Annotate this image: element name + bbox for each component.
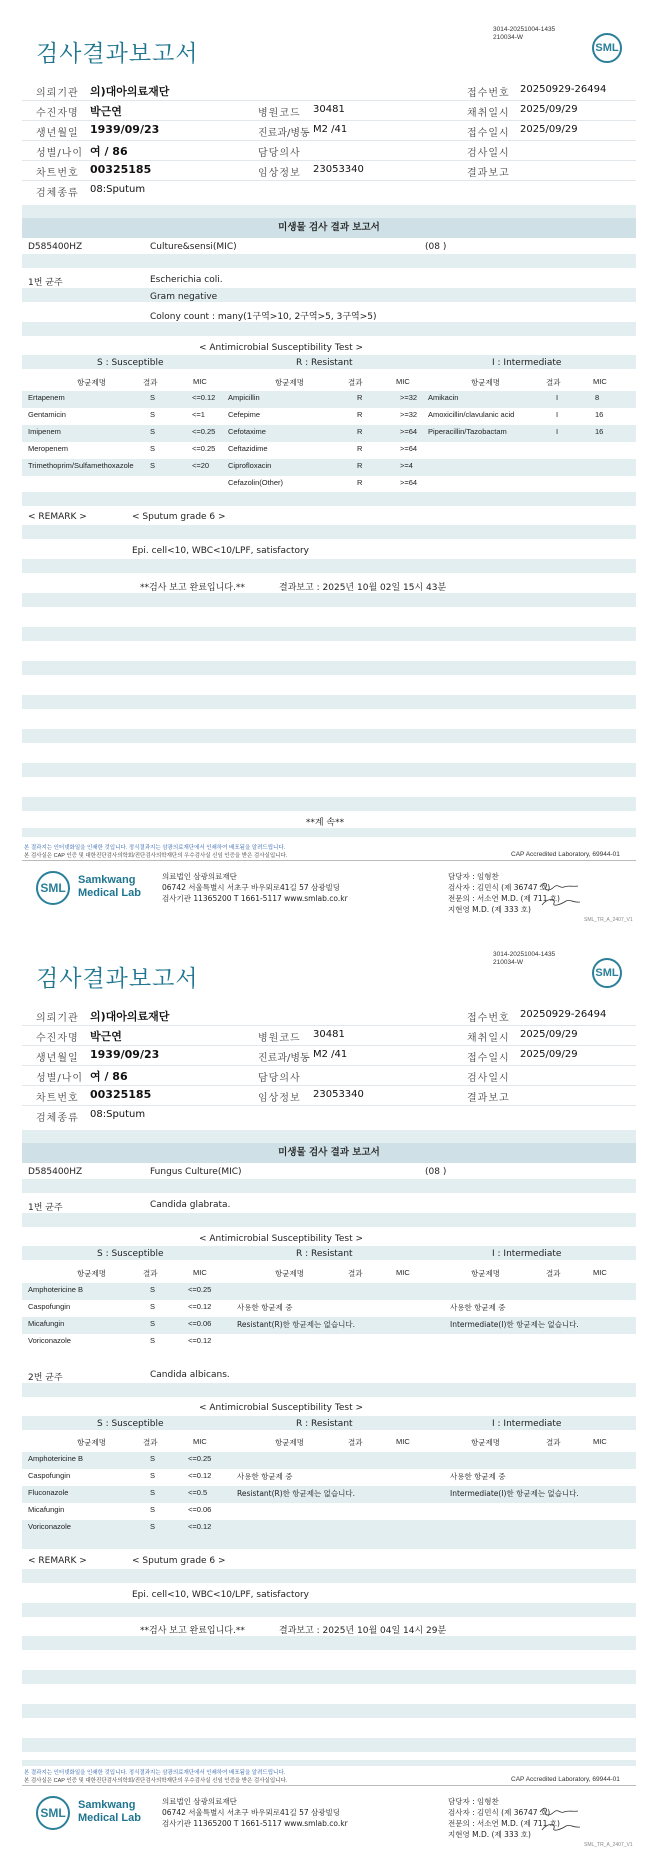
staff-line: 전문의 : 서소연 M.D. (제 711 호) (448, 894, 560, 903)
patient-name-value: 박근연 (90, 1030, 122, 1043)
remark-detail: Epi. cell<10, WBC<10/LPF, satisfactory (132, 546, 310, 556)
drug-name: Ciprofloxacin (228, 461, 272, 470)
label: 채취일시 (467, 108, 510, 119)
institution-value: 의)대아의료재단 (90, 1010, 170, 1023)
chart-no-value: 00325185 (90, 1088, 152, 1101)
brand-name (78, 1799, 141, 1825)
header-row-birth (22, 1045, 636, 1066)
accept-no-value: 20250929-26494 (520, 84, 607, 95)
drug-name: Micafungin (28, 1505, 65, 1514)
col-drug: 항균제명 (77, 1269, 106, 1278)
no-intermediate-line2: Intermediate(I)한 항균제는 없습니다. (450, 1489, 579, 1498)
result: R (357, 461, 363, 470)
legend-intermediate: I : Intermediate (492, 1249, 562, 1259)
stripe (22, 593, 636, 607)
receive-date-value: 2025/09/29 (520, 124, 578, 135)
stripe (22, 492, 636, 506)
no-resistant-line2: Resistant(R)한 항균제는 없습니다. (237, 1320, 356, 1329)
label: 담당의사 (258, 148, 301, 159)
stripe (22, 695, 636, 709)
drug-name: Amoxicillin/clavulanic acid (428, 410, 515, 419)
drug-name: Caspofungin (28, 1471, 71, 1480)
organism-line: Escherichia coli. (150, 275, 223, 285)
staff-line: 지현영 M.D. (제 333 호) (448, 1830, 531, 1839)
result: R (357, 478, 363, 487)
label: 접수번호 (467, 1013, 510, 1024)
org-line: 검사기관 11365200 T 1661-5117 www.smlab.co.kr (162, 894, 348, 903)
collect-date-value: 2025/09/29 (520, 104, 578, 115)
drug-name: Ertapenem (28, 393, 65, 402)
col-drug: 항균제명 (471, 1438, 500, 1447)
stripe (22, 1283, 636, 1300)
col-drug: 항균제명 (471, 378, 500, 387)
collect-date-value: 2025/09/29 (520, 1029, 578, 1040)
header-row-sex (22, 140, 636, 161)
page-title: 검사결과보고서 (36, 41, 199, 67)
drug-name: Fluconazole (28, 1488, 69, 1497)
mic-value: >=64 (400, 444, 418, 453)
mic-value: >=64 (400, 427, 418, 436)
stripe (22, 797, 636, 811)
col-result: 결과 (546, 1438, 561, 1447)
mic-value: <=0.25 (188, 1454, 212, 1463)
stripe (22, 1535, 636, 1549)
birth-date-value: 1939/09/23 (90, 123, 160, 136)
mic-value: <=0.12 (188, 1302, 212, 1311)
stripe (22, 661, 636, 675)
label: 생년월일 (36, 128, 79, 139)
report-page-2 (0, 925, 655, 1850)
mic-value: <=0.12 (188, 1336, 212, 1345)
staff-line: 전문의 : 서소연 M.D. (제 711 호) (448, 1819, 560, 1828)
footnote-cap: 본 검사실은 CAP 인증 및 대한진단검사의학회/진단검사의학재단의 우수검사실 신임 인증을 받은 검사실입니다. (24, 1778, 288, 1784)
result: S (150, 1302, 156, 1311)
mic-value: >=64 (400, 478, 418, 487)
label: 결과보고 (467, 1093, 510, 1104)
signature-image (538, 879, 582, 911)
drug-name: Cefotaxime (228, 427, 266, 436)
stripe (22, 828, 636, 837)
legend-susceptible: S : Susceptible (97, 358, 164, 368)
stripe (22, 1179, 636, 1193)
col-mic: MIC (193, 377, 207, 386)
legend-resistant: R : Resistant (296, 1249, 353, 1259)
specimen-value: 08:Sputum (90, 184, 146, 195)
mic-value: <=0.25 (192, 427, 216, 436)
col-mic: MIC (593, 1437, 607, 1446)
hospital-code-value: 30481 (313, 1029, 345, 1040)
label: 의뢰기관 (36, 1013, 79, 1024)
organism-name: Candida albicans. (150, 1370, 230, 1380)
drug-name: Amikacin (428, 393, 459, 402)
hospital-code-value: 30481 (313, 104, 345, 115)
col-result: 결과 (546, 1269, 561, 1278)
legend-resistant: R : Resistant (296, 1419, 353, 1429)
mic-value: <=0.06 (188, 1319, 212, 1328)
col-mic: MIC (193, 1437, 207, 1446)
header-row-chart (22, 1085, 636, 1106)
stripe (22, 322, 636, 336)
mic-value: <=0.06 (188, 1505, 212, 1514)
label: 결과보고 (467, 168, 510, 179)
sex-age-value: 여 / 86 (90, 145, 128, 158)
result: I (556, 427, 559, 436)
sml-logo: SML (592, 33, 622, 63)
col-drug: 항균제명 (77, 1438, 106, 1447)
footer-divider (22, 860, 636, 861)
mic-value: <=0.12 (192, 393, 216, 402)
no-resistant-line1: 사용한 항균제 중 (237, 1303, 293, 1312)
mic-value: <=1 (192, 410, 205, 419)
stripe (22, 1738, 636, 1752)
mic-value: <=0.12 (188, 1522, 212, 1531)
col-mic: MIC (193, 1268, 207, 1277)
remark-label: < REMARK > (28, 1556, 87, 1566)
report-code-line: 3014-20251004-1435 (493, 26, 556, 33)
stripe (22, 627, 636, 641)
result: S (150, 1488, 156, 1497)
header-row-sex (22, 1065, 636, 1086)
header-row-chart (22, 160, 636, 181)
label: 차트번호 (36, 1093, 79, 1104)
test-code: D585400HZ (28, 1167, 83, 1177)
col-mic: MIC (593, 377, 607, 386)
header-row-patient (22, 1025, 636, 1046)
specimen-value: 08:Sputum (90, 1109, 146, 1120)
report-complete: **검사 보고 완료입니다.** (140, 583, 245, 593)
remark-text: < Sputum grade 6 > (132, 512, 226, 522)
label: 병원코드 (258, 108, 301, 119)
legend-intermediate: I : Intermediate (492, 1419, 562, 1429)
clinical-info-value: 23053340 (313, 164, 364, 175)
result: S (150, 410, 156, 419)
stripe (22, 288, 636, 302)
col-drug: 항균제명 (275, 1438, 304, 1447)
organism-label: 1번 균주 (28, 1203, 63, 1213)
stripe (22, 1670, 636, 1684)
mic-value: <=0.25 (188, 1285, 212, 1294)
mic-value: >=32 (400, 393, 418, 402)
dept-value: M2 /41 (313, 1049, 348, 1060)
organism-line: Colony count : many(1구역>10, 2구역>5, 3구역>5) (150, 312, 377, 322)
report-code (493, 951, 555, 967)
no-resistant-line2: Resistant(R)한 항균제는 없습니다. (237, 1489, 356, 1498)
col-result: 결과 (348, 1438, 363, 1447)
header-row-institution (22, 1005, 636, 1026)
result: S (150, 461, 156, 470)
org-line: 의료법인 삼광의료재단 (162, 1797, 237, 1806)
col-mic: MIC (593, 1268, 607, 1277)
chart-no-value: 00325185 (90, 163, 152, 176)
drug-name: Ceftazidime (228, 444, 268, 453)
label: 검사일시 (467, 1073, 510, 1084)
report-code (493, 26, 555, 42)
stripe (22, 1213, 636, 1227)
result: S (150, 1336, 156, 1345)
result: I (556, 393, 559, 402)
result: R (357, 444, 363, 453)
stripe (22, 254, 636, 268)
label: 차트번호 (36, 168, 79, 179)
remark-label: < REMARK > (28, 512, 87, 522)
mic-value: <=0.5 (188, 1488, 208, 1497)
org-line: 06742 서울특별시 서초구 바우뫼로41길 57 삼광빌딩 (162, 1808, 341, 1817)
mic-value: <=0.25 (192, 444, 216, 453)
legend-resistant: R : Resistant (296, 358, 353, 368)
form-code: SML_TR_A_2407_V1 (584, 917, 633, 923)
cap-accreditation: CAP Accredited Laboratory, 69944-01 (511, 1776, 620, 1783)
patient-name-value: 박근연 (90, 105, 122, 118)
drug-name: Ampicillin (228, 393, 260, 402)
section-title: 미생물 검사 결과 보고서 (22, 1143, 636, 1163)
ast-title: < Antimicrobial Susceptibility Test > (199, 1234, 363, 1244)
stripe (22, 205, 636, 219)
continue-marker: **계 속** (305, 818, 345, 828)
staff-line: 지현영 M.D. (제 333 호) (448, 905, 531, 914)
stripe (22, 1569, 636, 1583)
sml-logo: SML (36, 871, 70, 905)
label: 임상정보 (258, 1093, 301, 1104)
footnote-cap: 본 검사실은 CAP 인증 및 대한진단검사의학회/진단검사의학재단의 우수검사실 신임 인증을 받은 검사실입니다. (24, 853, 288, 859)
header-row-birth (22, 120, 636, 141)
report-code-line: 210034-W (493, 34, 523, 41)
staff-line: 검사자 : 김민식 (제 36747 호) (448, 1808, 551, 1817)
sml-logo: SML (592, 958, 622, 988)
result: S (150, 427, 156, 436)
report-code-line: 210034-W (493, 959, 523, 966)
label: 의뢰기관 (36, 88, 79, 99)
org-line: 검사기관 11365200 T 1661-5117 www.smlab.co.kr (162, 1819, 348, 1828)
stripe (22, 763, 636, 777)
dept-value: M2 /41 (313, 124, 348, 135)
remark-text: < Sputum grade 6 > (132, 1556, 226, 1566)
result: S (150, 444, 156, 453)
staff-line: 검사자 : 김민식 (제 36747 호) (448, 883, 551, 892)
test-paren: (08 ) (425, 1167, 447, 1177)
organism-label: 2번 균주 (28, 1373, 63, 1383)
org-line: 06742 서울특별시 서초구 바우뫼로41길 57 삼광빌딩 (162, 883, 341, 892)
label: 검체종류 (36, 188, 79, 199)
label: 성별/나이 (36, 1073, 84, 1084)
label: 수진자명 (36, 1033, 79, 1044)
label: 수진자명 (36, 108, 79, 119)
no-intermediate-line1: 사용한 항균제 중 (450, 1472, 506, 1481)
result: R (357, 427, 363, 436)
result: S (150, 393, 156, 402)
label: 진료과/병동 (258, 128, 310, 139)
stripe (22, 391, 636, 408)
stripe (22, 1704, 636, 1718)
org-line: 의료법인 삼광의료재단 (162, 872, 237, 881)
test-name: Fungus Culture(MIC) (150, 1167, 242, 1177)
col-drug: 항균제명 (275, 1269, 304, 1278)
stripe (22, 1452, 636, 1469)
test-paren: (08 ) (425, 242, 447, 252)
legend-intermediate: I : Intermediate (492, 358, 562, 368)
footer-divider (22, 1785, 636, 1786)
header-row-specimen (22, 1105, 636, 1125)
col-result: 결과 (143, 1438, 158, 1447)
label: 성별/나이 (36, 148, 84, 159)
header-row-specimen (22, 180, 636, 200)
mic-value: 16 (595, 427, 604, 436)
label: 접수번호 (467, 88, 510, 99)
brand-line: Samkwang (78, 1799, 136, 1811)
footnote-internet: 본 결과지는 인터넷화일을 인쇄한 것입니다. 정식결과지는 삼광의료재단에서 인쇄하여 배포됨을 알려드립니다. (24, 1770, 286, 1776)
report-time: 결과보고 : 2025년 10월 04일 14시 29분 (279, 1626, 447, 1636)
legend-susceptible: S : Susceptible (97, 1419, 164, 1429)
org-info (162, 1796, 348, 1829)
stripe (22, 1760, 636, 1766)
drug-name: Meropenem (28, 444, 69, 453)
page-title: 검사결과보고서 (36, 966, 199, 992)
header-row-institution (22, 80, 636, 101)
receive-date-value: 2025/09/29 (520, 1049, 578, 1060)
label: 진료과/병동 (258, 1053, 310, 1064)
footnote-internet: 본 결과지는 인터넷화일을 인쇄한 것입니다. 정식결과지는 삼광의료재단에서 인쇄하여 배포됨을 알려드립니다. (24, 845, 286, 851)
label: 검체종류 (36, 1113, 79, 1124)
col-result: 결과 (348, 378, 363, 387)
no-intermediate-line2: Intermediate(I)한 항균제는 없습니다. (450, 1320, 579, 1329)
drug-name: Voriconazole (28, 1336, 71, 1345)
result: S (150, 1454, 156, 1463)
result: R (357, 410, 363, 419)
label: 검사일시 (467, 148, 510, 159)
col-result: 결과 (143, 378, 158, 387)
stripe (22, 1636, 636, 1650)
brand-name (78, 874, 141, 900)
staff-line: 담당자 : 임형찬 (448, 872, 499, 881)
mic-value: 16 (595, 410, 604, 419)
label: 임상정보 (258, 168, 301, 179)
drug-name: Trimethoprim/Sulfamethoxazole (28, 461, 134, 470)
organism-label: 1번 균주 (28, 278, 63, 288)
label: 접수일시 (467, 1053, 510, 1064)
form-code: SML_TR_A_2407_V1 (584, 1842, 633, 1848)
drug-name: Micafungin (28, 1319, 65, 1328)
result: S (150, 1285, 156, 1294)
col-drug: 항균제명 (77, 378, 106, 387)
drug-name: Cefazolin(Other) (228, 478, 284, 487)
birth-date-value: 1939/09/23 (90, 1048, 160, 1061)
label: 채취일시 (467, 1033, 510, 1044)
ast-title: < Antimicrobial Susceptibility Test > (199, 343, 363, 353)
label: 접수일시 (467, 128, 510, 139)
report-time: 결과보고 : 2025년 10월 02일 15시 43분 (279, 583, 447, 593)
drug-name: Gentamicin (28, 410, 66, 419)
test-code: D585400HZ (28, 242, 83, 252)
col-result: 결과 (143, 1269, 158, 1278)
drug-name: Amphotericine B (28, 1454, 84, 1463)
result: S (150, 1505, 156, 1514)
no-resistant-line1: 사용한 항균제 중 (237, 1472, 293, 1481)
test-name: Culture&sensi(MIC) (150, 242, 237, 252)
stripe (22, 1130, 636, 1144)
result: I (556, 410, 559, 419)
result: S (150, 1522, 156, 1531)
stripe (22, 425, 636, 442)
drug-name: Voriconazole (28, 1522, 71, 1531)
drug-name: Caspofungin (28, 1302, 71, 1311)
institution-value: 의)대아의료재단 (90, 85, 170, 98)
accept-no-value: 20250929-26494 (520, 1009, 607, 1020)
result: S (150, 1319, 156, 1328)
brand-line: Medical Lab (78, 1812, 141, 1824)
section-title: 미생물 검사 결과 보고서 (22, 218, 636, 238)
result: R (357, 393, 363, 402)
mic-value: <=20 (192, 461, 210, 470)
col-mic: MIC (396, 1268, 410, 1277)
drug-name: Imipenem (28, 427, 61, 436)
sex-age-value: 여 / 86 (90, 1070, 128, 1083)
legend-susceptible: S : Susceptible (97, 1249, 164, 1259)
stripe (22, 559, 636, 573)
label: 담당의사 (258, 1073, 301, 1084)
stripe (22, 525, 636, 539)
col-mic: MIC (396, 1437, 410, 1446)
result: S (150, 1471, 156, 1480)
col-mic: MIC (396, 377, 410, 386)
clinical-info-value: 23053340 (313, 1089, 364, 1100)
label: 병원코드 (258, 1033, 301, 1044)
mic-value: >=4 (400, 461, 413, 470)
brand-line: Samkwang (78, 874, 136, 886)
org-info (162, 871, 348, 904)
no-intermediate-line1: 사용한 항균제 중 (450, 1303, 506, 1312)
stripe (22, 729, 636, 743)
mic-value: >=32 (400, 410, 418, 419)
organism-name: Candida glabrata. (150, 1200, 231, 1210)
sml-logo: SML (36, 1796, 70, 1830)
organism-line: Gram negative (150, 292, 218, 302)
col-result: 결과 (348, 1269, 363, 1278)
cap-accreditation: CAP Accredited Laboratory, 69944-01 (511, 851, 620, 858)
stripe (22, 1383, 636, 1397)
stripe (22, 1603, 636, 1617)
col-drug: 항균제명 (471, 1269, 500, 1278)
brand-line: Medical Lab (78, 887, 141, 899)
drug-name: Piperacillin/Tazobactam (428, 427, 507, 436)
mic-value: <=0.12 (188, 1471, 212, 1480)
signature-image (538, 1804, 582, 1836)
report-code-line: 3014-20251004-1435 (493, 951, 556, 958)
col-drug: 항균제명 (275, 378, 304, 387)
header-row-patient (22, 100, 636, 121)
drug-name: Cefepime (228, 410, 261, 419)
col-result: 결과 (546, 378, 561, 387)
drug-name: Amphotericine B (28, 1285, 84, 1294)
mic-value: 8 (595, 393, 600, 402)
report-complete: **검사 보고 완료입니다.** (140, 1626, 245, 1636)
remark-detail: Epi. cell<10, WBC<10/LPF, satisfactory (132, 1590, 310, 1600)
ast-title: < Antimicrobial Susceptibility Test > (199, 1403, 363, 1413)
staff-line: 담당자 : 임형찬 (448, 1797, 499, 1806)
label: 생년월일 (36, 1053, 79, 1064)
